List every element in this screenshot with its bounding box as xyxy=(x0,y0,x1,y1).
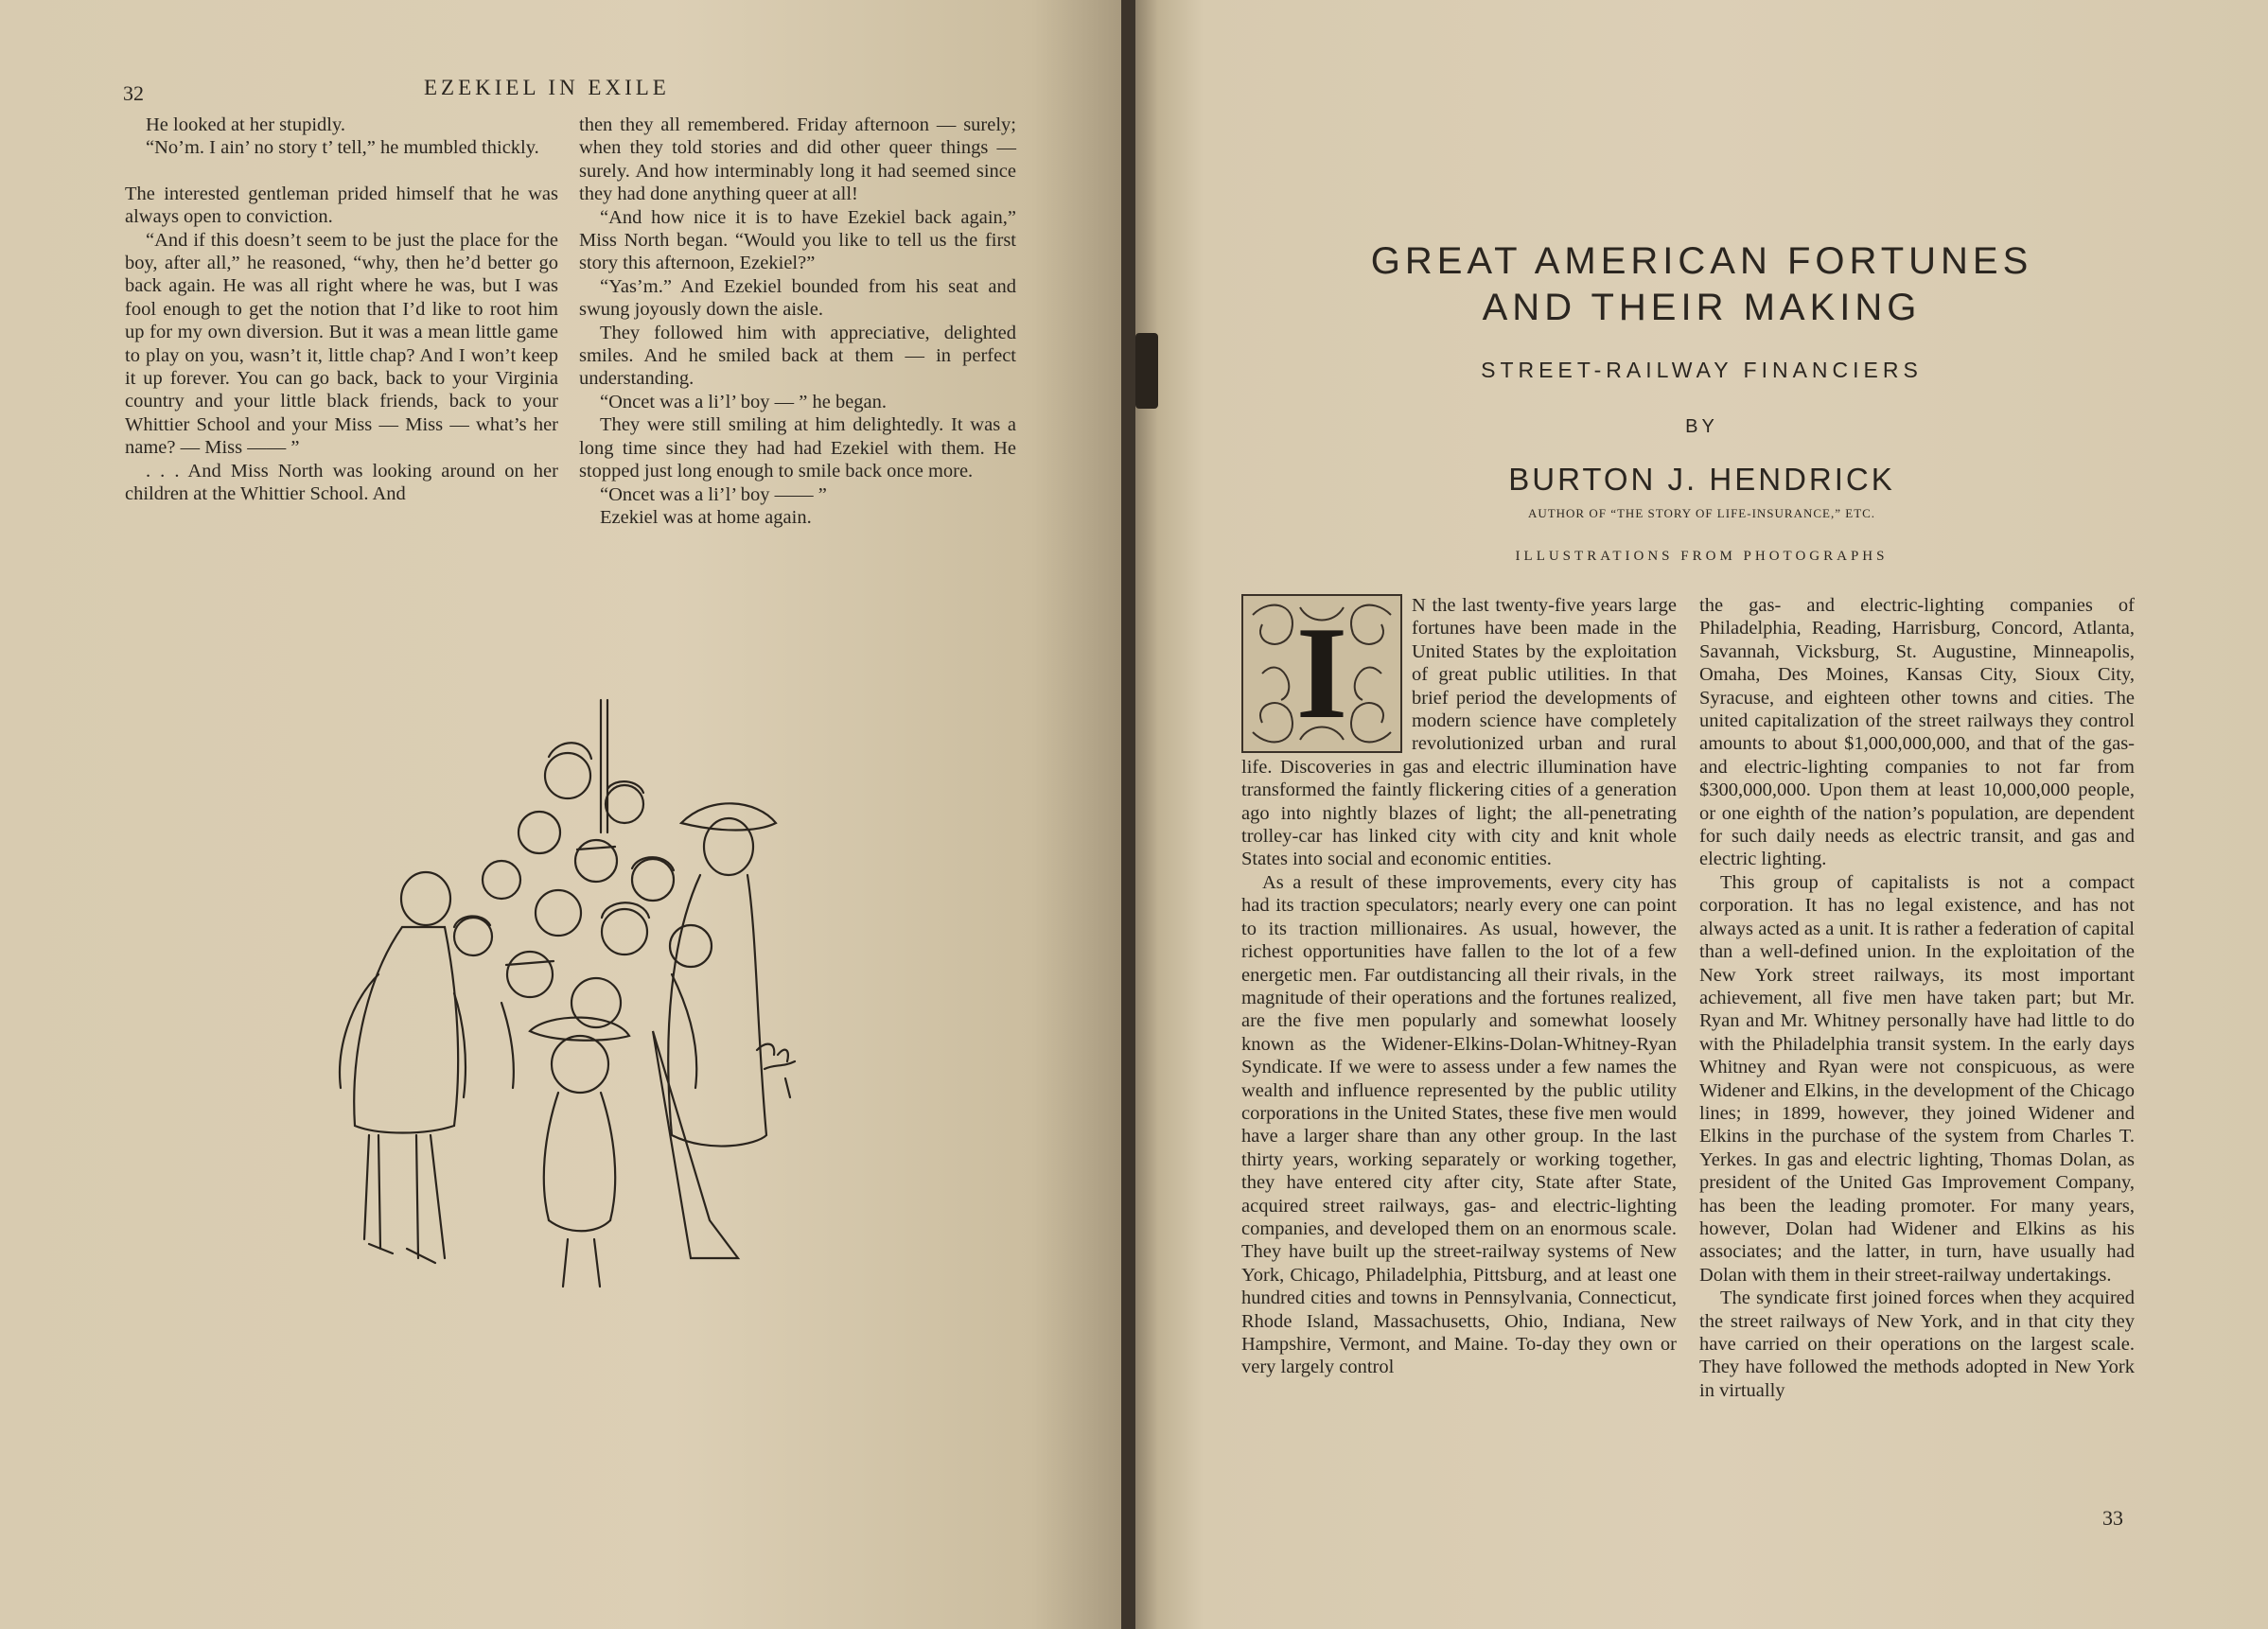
right-column-2 xyxy=(1699,594,2135,1402)
article-opening-paragraph: N the last twenty-five years large fortunes have been made in the United States by the exploitation of great public utilities. In that brief period the developments of modern science have completely revolutionized urban and rural life. Discoveries in gas and electric illumination have transformed the faintly flickering cities of a generation ago into nightly blazes of light; the all-penetrating trolley-car has linked city with city and knit whole States into social and economic entities. xyxy=(1241,595,1677,870)
paragraph: The syndicate first joined forces when they acquired the street railways of New York, and in that city they have carried on their operations on the largest scale. They have followed the methods adopted in New York in virtually xyxy=(1699,1287,2135,1401)
paragraph: They were still smiling at him delightedly. It was a long time since they had had Ezekiel with them. He stopped just long enough to smile back once more. xyxy=(579,414,1016,482)
paragraph: “Oncet was a li’l’ boy —— ” xyxy=(600,483,827,505)
paragraph: The interested gentleman prided himself that he was always open to conviction. xyxy=(125,183,558,228)
paragraph: Ezekiel was at home again. xyxy=(600,506,812,528)
paragraph: This group of capitalists is not a compact corporation. It has no legal existence, and has not always acted as a unit. It is rather a federation of capital than a well-defined union. In the exploitation of the New York street railways, its most important achievement, all five men have taken part; but Mr. Ryan and Mr. Whitney personally have had little to do with the Philadelphia transit system. In the early days Whitney and Ryan were not conspicuous, as were Widener and Elkins, in the development of the Chicago lines; in 1899, however, they joined Widener and Elkins in the purchase of the system from Charles T. Yerkes. In gas and electric lighting, Thomas Dolan, as president of the United Gas Improvement Company, has been the leading promoter. For many years, however, Dolan had Widener and Elkins as his associates; and the latter, in turn, have usually had Dolan with them in their street-railway undertakings. xyxy=(1699,871,2135,1286)
left-folio: 32 xyxy=(123,81,144,105)
paragraph: “Yas’m.” And Ezekiel bounded from his seat and swung joyously down the aisle. xyxy=(579,275,1016,321)
paragraph: He looked at her stupidly. xyxy=(146,114,346,135)
article-subtitle: STREET-RAILWAY FINANCIERS xyxy=(1481,358,1923,382)
author-name: BURTON J. HENDRICK xyxy=(1508,462,1895,497)
paragraph: the gas- and electric-lighting companies of Philadelphia, Reading, Harrisburg, Concord, Atlanta, Savannah, Vicksburg, St. Augustine, Minneapolis, Omaha, Des Moines, Kansas City, Sioux City, Syracuse, and eighteen other towns and cities. The united capitalization of the street railways they control amounts to about $1,000,000,000, and that of the gas- and electric-lighting companies to not far from $300,000,000. Upon them at least 10,000,000 people, or one eighth of the nation’s population, are dependent for such daily needs as electric transit, and gas and electric lighting. xyxy=(1699,595,2135,870)
paragraph: “No’m. I ain’ no story t’ tell,” he mumbled thickly. xyxy=(146,137,539,159)
paragraph: “And if this doesn’t seem to be just the place for the boy, after all,” he reasoned, “why, then he’d better go back again. He was all right where he was, but I was fool enough to get the notion that I’d like to root him up for my own diversion. But it was a mean little game to play on you, wasn’t it, little chap? And I won’t keep it up forever. You can go back, back to your Virginia country and your little black friends, back to your Whittier School and your Miss — Miss — what’s her name? — Miss —— ” xyxy=(125,229,558,459)
right-column-1 xyxy=(1241,594,1677,1379)
drop-initial-letter: I xyxy=(1295,600,1348,746)
left-column-1 xyxy=(125,114,558,506)
left-page xyxy=(0,0,1121,1629)
left-running-head: EZEKIEL IN EXILE xyxy=(424,76,670,99)
drop-initial xyxy=(1241,594,1402,753)
paragraph: “And how nice it is to have Ezekiel back again,” Miss North began. “Would you like to tell us the first story this afternoon, Ezekiel?” xyxy=(579,206,1016,274)
right-page xyxy=(1135,0,2268,1629)
book-gutter xyxy=(1121,0,1135,1629)
illustrations-note: ILLUSTRATIONS FROM PHOTOGRAPHS xyxy=(1515,549,1889,564)
children-illustration xyxy=(312,691,842,1296)
paragraph: They followed him with appreciative, delighted smiles. And he smiled back at them — in perfect understanding. xyxy=(579,322,1016,390)
article-title-line1: GREAT AMERICAN FORTUNES xyxy=(1370,240,2033,282)
paragraph: . . . And Miss North was looking around on her children at the Whittier School. And xyxy=(125,460,558,505)
paragraph: “Oncet was a li’l’ boy — ” he began. xyxy=(600,391,888,412)
article-title-line2: AND THEIR MAKING xyxy=(1482,287,1922,328)
left-column-2 xyxy=(579,114,1016,529)
byline-by: BY xyxy=(1685,416,1718,437)
author-note: AUTHOR OF “THE STORY OF LIFE-INSURANCE,” ETC. xyxy=(1527,506,1876,520)
paragraph: then they all remembered. Friday afternoon — surely; when they told stories and did other queer things — surely. And how interminably long it had seemed since they had done anything queer at all! xyxy=(579,114,1016,205)
paragraph: As a result of these improvements, every city has had its traction speculators; nearly every one can point to its traction millionaires. As usual, however, the richest opportunities have fallen to the lot of a few energetic men. Far outdistancing all their rivals, in the magnitude of their operations and the fortunes realized, are the five men popularly and somewhat loosely known as the Widener-Elkins-Dolan-Whitney-Ryan Syndicate. If we were to assess under a few names the wealth and influence represented by the public utility corporations in the United States, these five men would have a larger share than any other group. In the last thirty years, working separately or working together, they have entered city after city, State after State, acquired street railways, gas- and electric-lighting companies, and developed them on an enormous scale. They have built up the street-railway systems of New York, Chicago, Philadelphia, Pittsburg, and at least one hundred cities and towns in Pennsylvania, Connecticut, Rhode Island, Massachusetts, Ohio, Indiana, New Hampshire, Vermont, and Maine. To-day they own or very largely control xyxy=(1241,871,1677,1378)
right-folio: 33 xyxy=(2102,1506,2123,1530)
